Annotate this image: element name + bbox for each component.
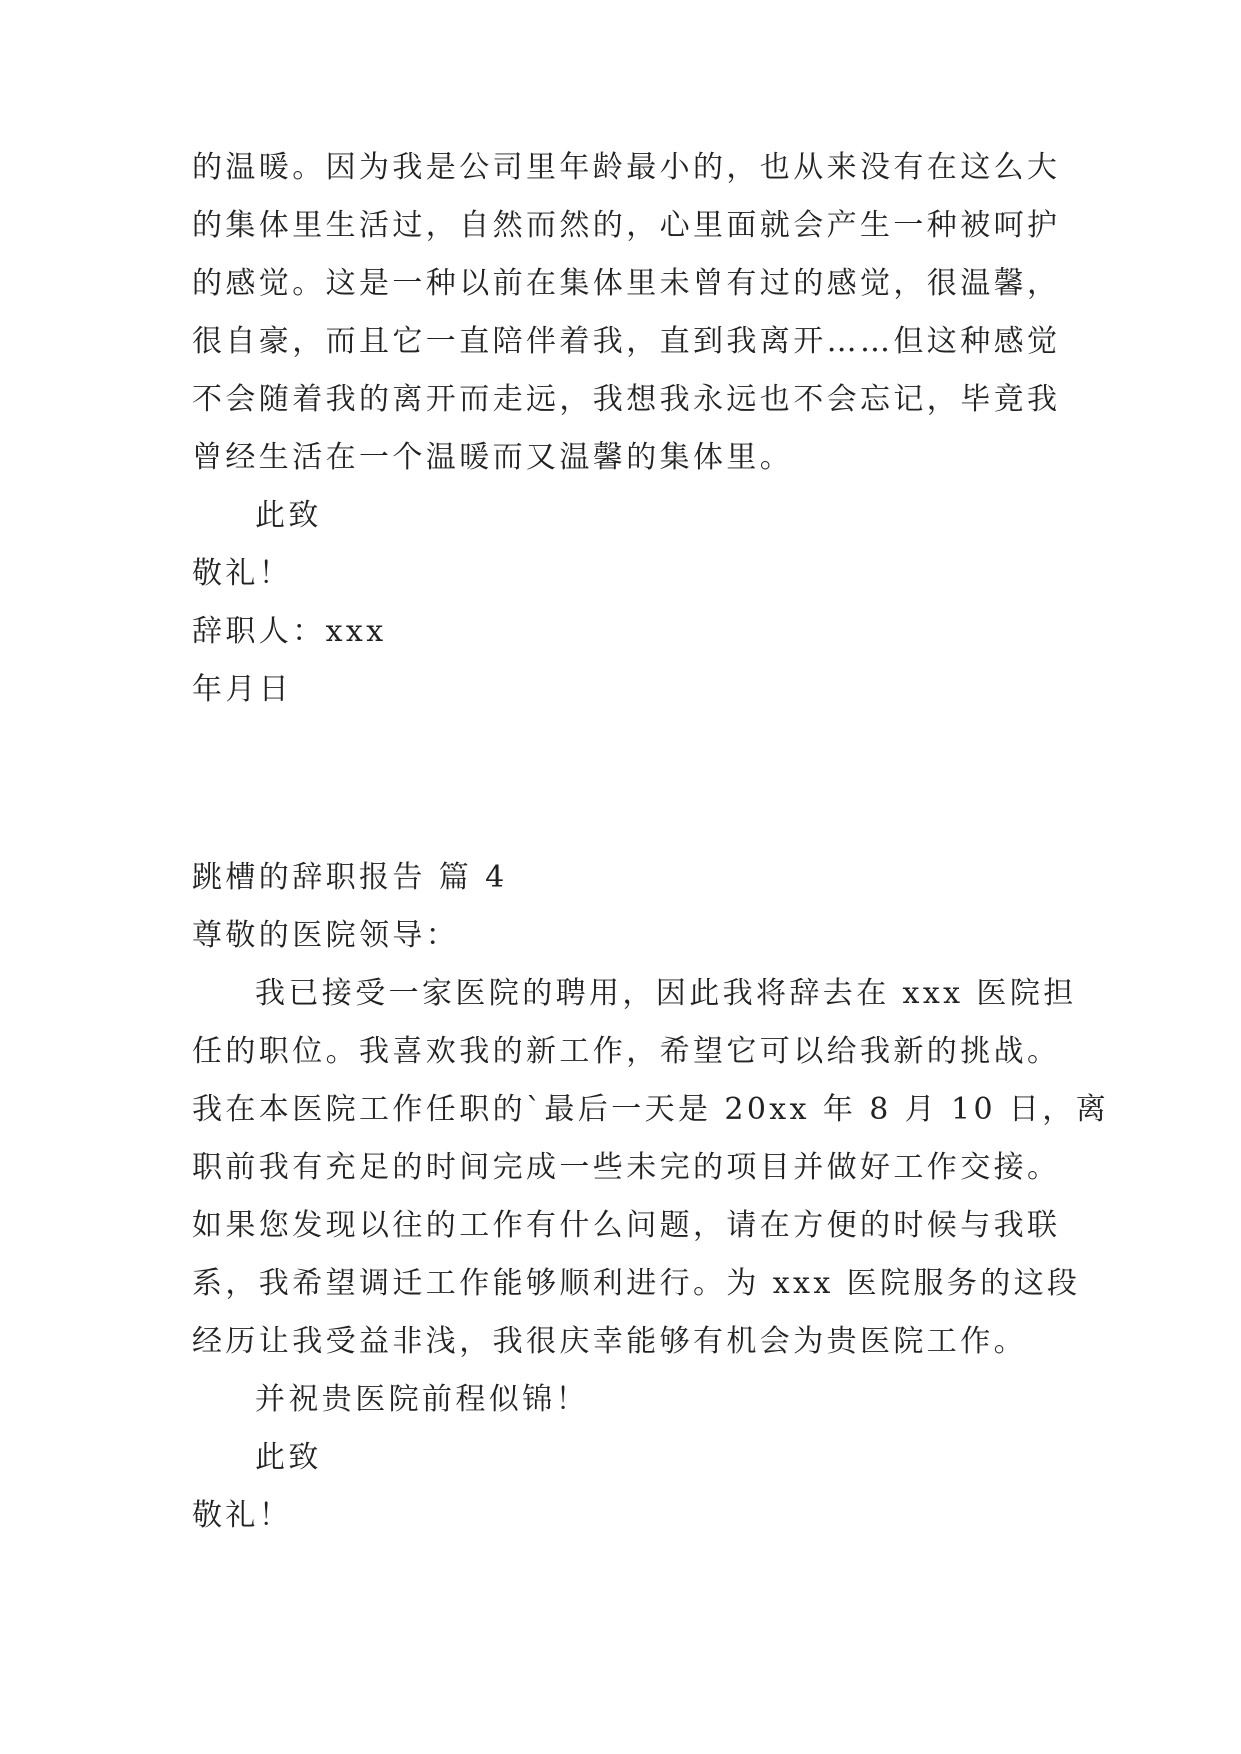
- body-text-line: 经历让我受益非浅，我很庆幸能够有机会为贵医院工作。: [192, 1324, 1027, 1359]
- body-text-line: 很自豪，而且它一直陪伴着我，直到我离开……但这种感觉: [192, 324, 1061, 359]
- wish-text: 并祝贵医院前程似锦！: [255, 1382, 589, 1417]
- body-text-line: 的温暖。因为我是公司里年龄最小的，也从来没有在这么大: [192, 150, 1061, 185]
- body-text-line: 我在本医院工作任职的`最后一天是 20xx 年 8 月 10 日，离: [192, 1092, 1110, 1127]
- body-text-line: 曾经生活在一个温暖而又温馨的集体里。: [192, 440, 794, 475]
- closing-text: 此致: [255, 498, 322, 533]
- body-text-line: 如果您发现以往的工作有什么问题，请在方便的时候与我联: [192, 1208, 1061, 1243]
- body-text-line: 任的职位。我喜欢我的新工作，希望它可以给我新的挑战。: [192, 1034, 1061, 1069]
- body-text-line: 的感觉。这是一种以前在集体里未曾有过的感觉，很温馨，: [192, 266, 1061, 301]
- salute-text: 敬礼！: [192, 1498, 293, 1533]
- greeting-text: 尊敬的医院领导：: [192, 918, 460, 953]
- body-text-line: 的集体里生活过，自然而然的，心里面就会产生一种被呵护: [192, 208, 1061, 243]
- body-text-line: 不会随着我的离开而走远，我想我永远也不会忘记，毕竟我: [192, 382, 1061, 417]
- salute-text: 敬礼！: [192, 556, 293, 591]
- body-text-line: 系，我希望调迁工作能够顺利进行。为 xxx 医院服务的这段: [192, 1266, 1081, 1301]
- body-text-line: 职前我有充足的时间完成一些未完的项目并做好工作交接。: [192, 1150, 1061, 1185]
- date-text: 年月日: [192, 672, 293, 707]
- body-text-line: 我已接受一家医院的聘用，因此我将辞去在 xxx 医院担: [255, 976, 1077, 1011]
- signer-text: 辞职人：xxx: [192, 614, 387, 649]
- section-title: 跳槽的辞职报告 篇 4: [192, 860, 508, 895]
- closing-text: 此致: [255, 1440, 322, 1475]
